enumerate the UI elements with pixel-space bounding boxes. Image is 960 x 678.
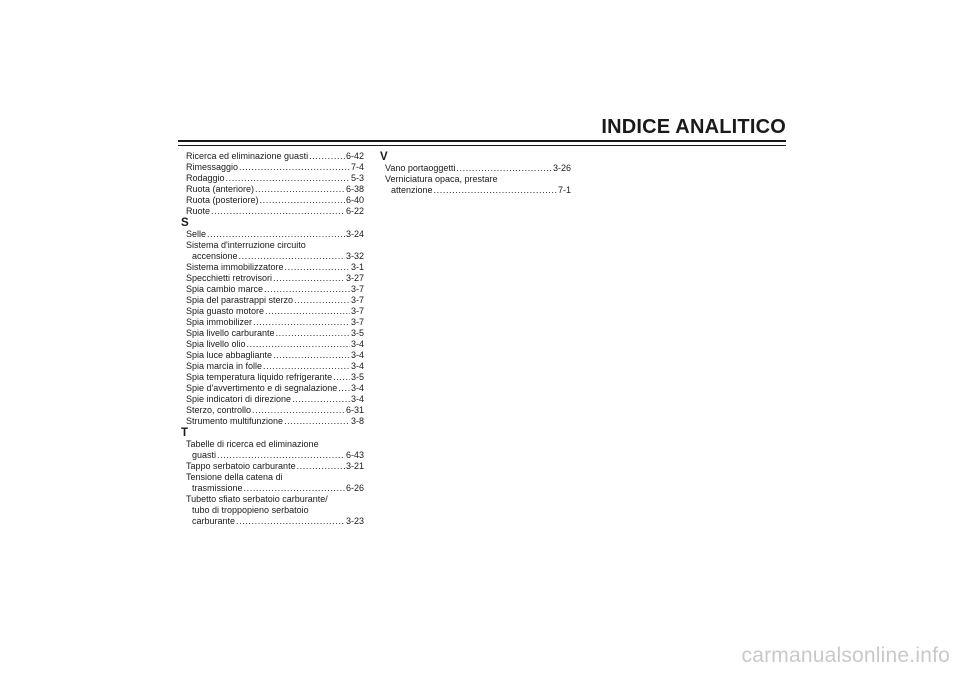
dot-leader [264,284,350,295]
index-entry [186,339,364,350]
index-entry-page: 6-26 [345,483,364,493]
index-column-right [380,151,571,196]
index-entry-text: Spia guasto motore [186,306,265,316]
index-entry-page: 3-27 [345,273,364,283]
index-entry-text: Strumento multifunzione [186,416,284,426]
index-entry [186,284,364,295]
index-entry-page: 3-7 [350,284,364,294]
dot-leader [239,162,350,173]
index-entry-text: Sterzo, controllo [186,405,252,415]
index-entry [385,163,571,174]
dot-leader [265,306,350,317]
index-entry-text: accensione [192,251,238,261]
dot-leader [333,372,350,383]
index-entry [186,295,364,306]
dot-leader [239,251,345,262]
index-entry-page: 5-3 [350,173,364,183]
index-entry-page: 3-7 [350,295,364,305]
dot-leader [244,483,345,494]
index-entry-text: Spia cambio marce [186,284,264,294]
index-entry [186,372,364,383]
index-entry [186,361,364,372]
index-entry [186,184,364,195]
index-entry-page: 3-5 [350,328,364,338]
index-entry-page: 3-7 [350,306,364,316]
page-title: INDICE ANALITICO [601,116,786,138]
header-rule-thick [178,140,786,142]
index-entry-text: Spia del parastrappi sterzo [186,295,294,305]
watermark: carmanualsonline.info [741,644,950,667]
index-entry-line: Tabelle di ricerca ed eliminazione [186,439,319,449]
index-entry-page: 3-21 [345,461,364,471]
index-entry-text: Spie d'avvertimento e di segnalazione [186,383,338,393]
index-entry [186,461,364,472]
index-entry [186,394,364,405]
index-entry [186,273,364,284]
index-entry [186,350,364,361]
index-entry-text: Spia livello carburante [186,328,275,338]
index-letter-heading: T [181,427,189,439]
dot-leader [297,461,345,472]
index-entry-page: 3-32 [345,251,364,261]
dot-leader [263,361,350,372]
index-column-left [181,151,364,527]
index-entry [186,483,364,494]
dot-leader [253,317,350,328]
header-rule-thin [178,145,786,146]
dot-leader [217,450,345,461]
index-entry-text: Ruota (posteriore) [186,195,259,205]
dot-leader [456,163,552,174]
index-entry [186,383,364,394]
index-entry [186,251,364,262]
index-entry [186,151,364,162]
index-entry-page: 3-5 [350,372,364,382]
index-letter-heading: S [181,217,189,229]
index-entry-page: 3-4 [350,383,364,393]
dot-leader [434,185,557,196]
index-entry [385,185,571,196]
index-entry [186,162,364,173]
index-entry-text: carburante [192,516,236,526]
index-entry-text: Rimessaggio [186,162,239,172]
index-entry-page: 6-42 [345,151,364,161]
index-entry-text: Sistema immobilizzatore [186,262,284,272]
index-entry [186,229,364,240]
dot-leader [294,295,350,306]
index-entry-page: 3-24 [345,229,364,239]
dot-leader [252,405,345,416]
index-entry [186,328,364,339]
index-entry-text: trasmissione [192,483,243,493]
index-entry-line: Sistema d'interruzione circuito [186,240,306,250]
index-entry-text: Spia marcia in folle [186,361,263,371]
index-entry-page: 3-4 [350,339,364,349]
index-entry-text: Specchietti retrovisori [186,273,273,283]
index-entry-text: Ruota (anteriore) [186,184,255,194]
index-entry [186,173,364,184]
index-entry-page: 6-43 [345,450,364,460]
index-entry [186,195,364,206]
index-entry-page: 6-31 [345,405,364,415]
index-entry-text: Ricerca ed eliminazione guasti [186,151,309,161]
dot-leader [273,273,345,284]
dot-leader [207,229,345,240]
index-entry-page: 3-1 [350,262,364,272]
index-entry-page: 6-40 [345,195,364,205]
index-entry-page: 3-7 [350,317,364,327]
index-entry-page: 3-8 [350,416,364,426]
dot-leader [284,416,350,427]
index-entry-page: 3-4 [350,394,364,404]
index-entry [186,450,364,461]
index-entry-text: Selle [186,229,207,239]
index-entry-text: Spia livello olio [186,339,246,349]
dot-leader [292,394,350,405]
index-entry [186,317,364,328]
dot-leader [260,195,345,206]
dot-leader [247,339,350,350]
index-entry-text: Spia luce abbagliante [186,350,273,360]
index-entry [186,206,364,217]
index-entry-page: 3-4 [350,361,364,371]
index-entry-page: 7-1 [557,185,571,195]
index-entry-page: 6-38 [345,184,364,194]
index-entry-page: 3-4 [350,350,364,360]
dot-leader [236,516,345,527]
index-entry-line: Tubetto sfiato serbatoio carburante/ [186,494,328,504]
index-entry-page: 6-22 [345,206,364,216]
index-entry [186,262,364,273]
index-entry-text: guasti [192,450,217,460]
dot-leader [211,206,345,217]
index-entry-line: tubo di troppopieno serbatoio [192,505,309,515]
dot-leader [285,262,350,273]
dot-leader [309,151,345,162]
dot-leader [276,328,350,339]
index-entry-text: Rodaggio [186,173,225,183]
index-entry-page: 3-23 [345,516,364,526]
index-entry-text: Tappo serbatoio carburante [186,461,296,471]
index-entry-text: Spia temperatura liquido refrigerante [186,372,333,382]
dot-leader [226,173,350,184]
index-entry-page: 3-26 [552,163,571,173]
dot-leader [255,184,345,195]
index-entry [186,516,364,527]
index-letter-heading: V [380,151,388,163]
index-entry-text: Vano portaoggetti [385,163,456,173]
index-entry-text: Spia immobilizer [186,317,253,327]
index-entry-text: Spie indicatori di direzione [186,394,292,404]
index-entry-text: Ruote [186,206,211,216]
dot-leader [338,383,350,394]
index-entry-page: 7-4 [350,162,364,172]
index-entry [186,416,364,427]
index-entry [186,306,364,317]
dot-leader [273,350,350,361]
index-entry [186,405,364,416]
index-entry-line: Tensione della catena di [186,472,283,482]
index-entry-line: Verniciatura opaca, prestare [385,174,498,184]
index-entry-text: attenzione [391,185,433,195]
